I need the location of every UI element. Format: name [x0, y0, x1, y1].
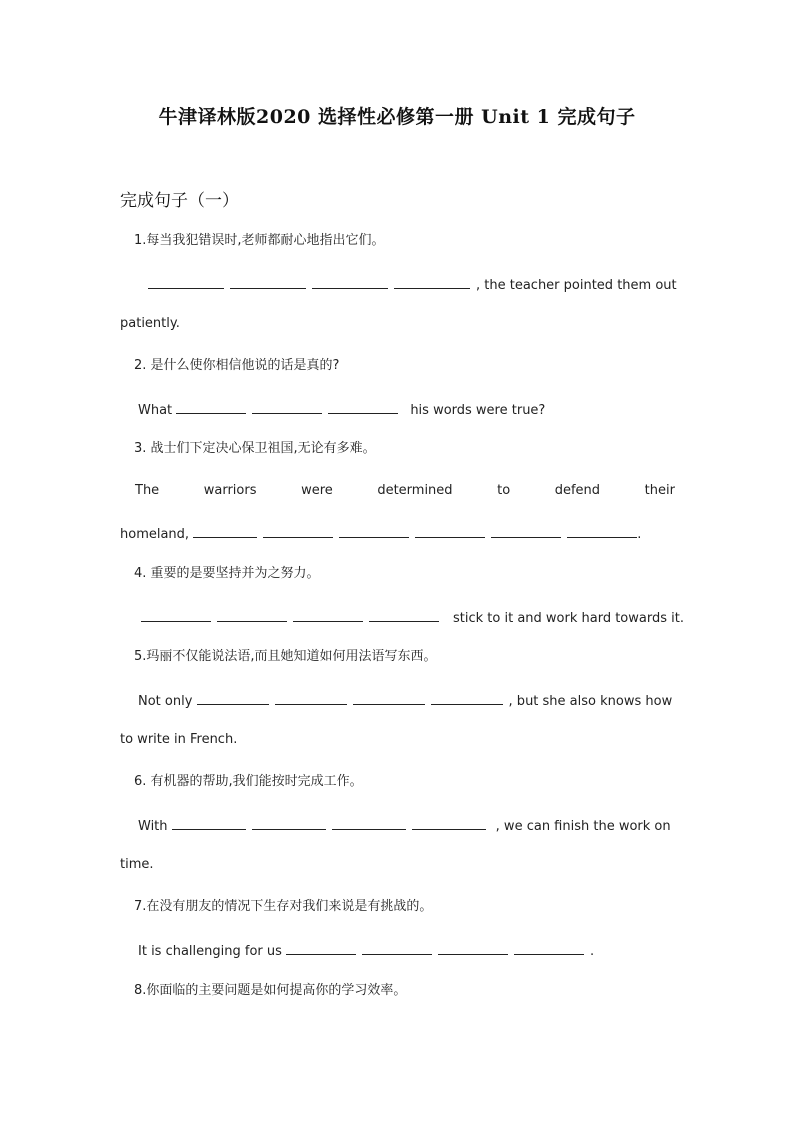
q6-blank[interactable] [412, 815, 486, 830]
q6-prompt: 6. 有机器的帮助,我们能按时完成工作。 [134, 774, 363, 789]
q6-blank[interactable] [332, 815, 406, 830]
q5-blank[interactable] [197, 690, 269, 705]
q3-answer-line [135, 482, 675, 500]
q7-blank[interactable] [286, 940, 356, 955]
q4-answer-line [141, 607, 684, 628]
q6-answer-line [138, 815, 675, 836]
q5-answer-line [138, 690, 675, 711]
q5-text-after: , but she also knows how [508, 694, 673, 709]
q1-blank[interactable] [312, 274, 388, 289]
q1-prompt: 1.每当我犯错误时,老师都耐心地指出它们。 [134, 233, 385, 248]
q1-text-after: , the teacher pointed them out [476, 278, 677, 293]
q2-answer-line [138, 399, 675, 420]
q4-blank[interactable] [217, 607, 287, 622]
q5-prompt: 5.玛丽不仅能说法语,而且她知道如何用法语写东西。 [134, 649, 437, 664]
q3-blank[interactable] [567, 523, 637, 538]
page-title: 牛津译林版2020 选择性必修第一册 Unit 1 完成句子 [158, 106, 636, 128]
q2-blank[interactable] [176, 399, 246, 414]
q2-text-after: his words were true? [410, 403, 546, 418]
q6-text-after: , we can finish the work on [495, 819, 671, 834]
q3-prompt: 3. 战士们下定决心保卫祖国,无论有多难。 [134, 441, 376, 456]
q7-prompt: 7.在没有朋友的情况下生存对我们来说是有挑战的。 [134, 899, 433, 914]
q4-text-after: stick to it and work hard towards it. [453, 611, 684, 626]
q7-blank[interactable] [438, 940, 508, 955]
q2-blank[interactable] [252, 399, 322, 414]
q6-blank[interactable] [172, 815, 246, 830]
q3-blank[interactable] [491, 523, 561, 538]
q1-blank[interactable] [394, 274, 470, 289]
q4-prompt: 4. 重要的是要坚持并为之努力。 [134, 566, 320, 581]
q4-blank[interactable] [141, 607, 211, 622]
q1-blank[interactable] [148, 274, 224, 289]
q6-text-before: With [138, 819, 168, 834]
q2-blank[interactable] [328, 399, 398, 414]
q3-word: defend [554, 483, 601, 498]
q3-blank[interactable] [263, 523, 333, 538]
q7-blank[interactable] [362, 940, 432, 955]
q3-word: were [301, 483, 333, 498]
q3-continuation [120, 523, 675, 544]
q5-blank[interactable] [431, 690, 503, 705]
q1-answer-line [148, 274, 675, 295]
q6-continuation: time. [120, 857, 154, 872]
q4-blank[interactable] [293, 607, 363, 622]
q7-end: . [590, 944, 595, 959]
q5-blank[interactable] [275, 690, 347, 705]
q1-blank[interactable] [230, 274, 306, 289]
section-heading: 完成句子（一） [120, 191, 239, 211]
q8-prompt: 8.你面临的主要问题是如何提高你的学习效率。 [134, 983, 407, 998]
q3-blank[interactable] [339, 523, 409, 538]
q5-text-before: Not only [138, 694, 193, 709]
q3-word: determined [377, 483, 453, 498]
q3-blank[interactable] [193, 523, 257, 538]
q4-blank[interactable] [369, 607, 439, 622]
q3-end: . [637, 527, 642, 542]
q3-cont-text: homeland, [120, 527, 190, 542]
q7-text-before: It is challenging for us [138, 944, 282, 959]
q2-text-before: What [138, 403, 173, 418]
q2-prompt: 2. 是什么使你相信他说的话是真的? [134, 358, 340, 373]
q3-word: their [644, 483, 675, 498]
q7-blank[interactable] [514, 940, 584, 955]
q3-word: warriors [203, 483, 257, 498]
q5-blank[interactable] [353, 690, 425, 705]
q1-continuation: patiently. [120, 316, 180, 331]
q6-blank[interactable] [252, 815, 326, 830]
q7-answer-line [138, 940, 675, 961]
q5-continuation: to write in French. [120, 732, 238, 747]
q3-word: to [497, 483, 511, 498]
q3-blank[interactable] [415, 523, 485, 538]
q3-word: The [135, 483, 160, 498]
